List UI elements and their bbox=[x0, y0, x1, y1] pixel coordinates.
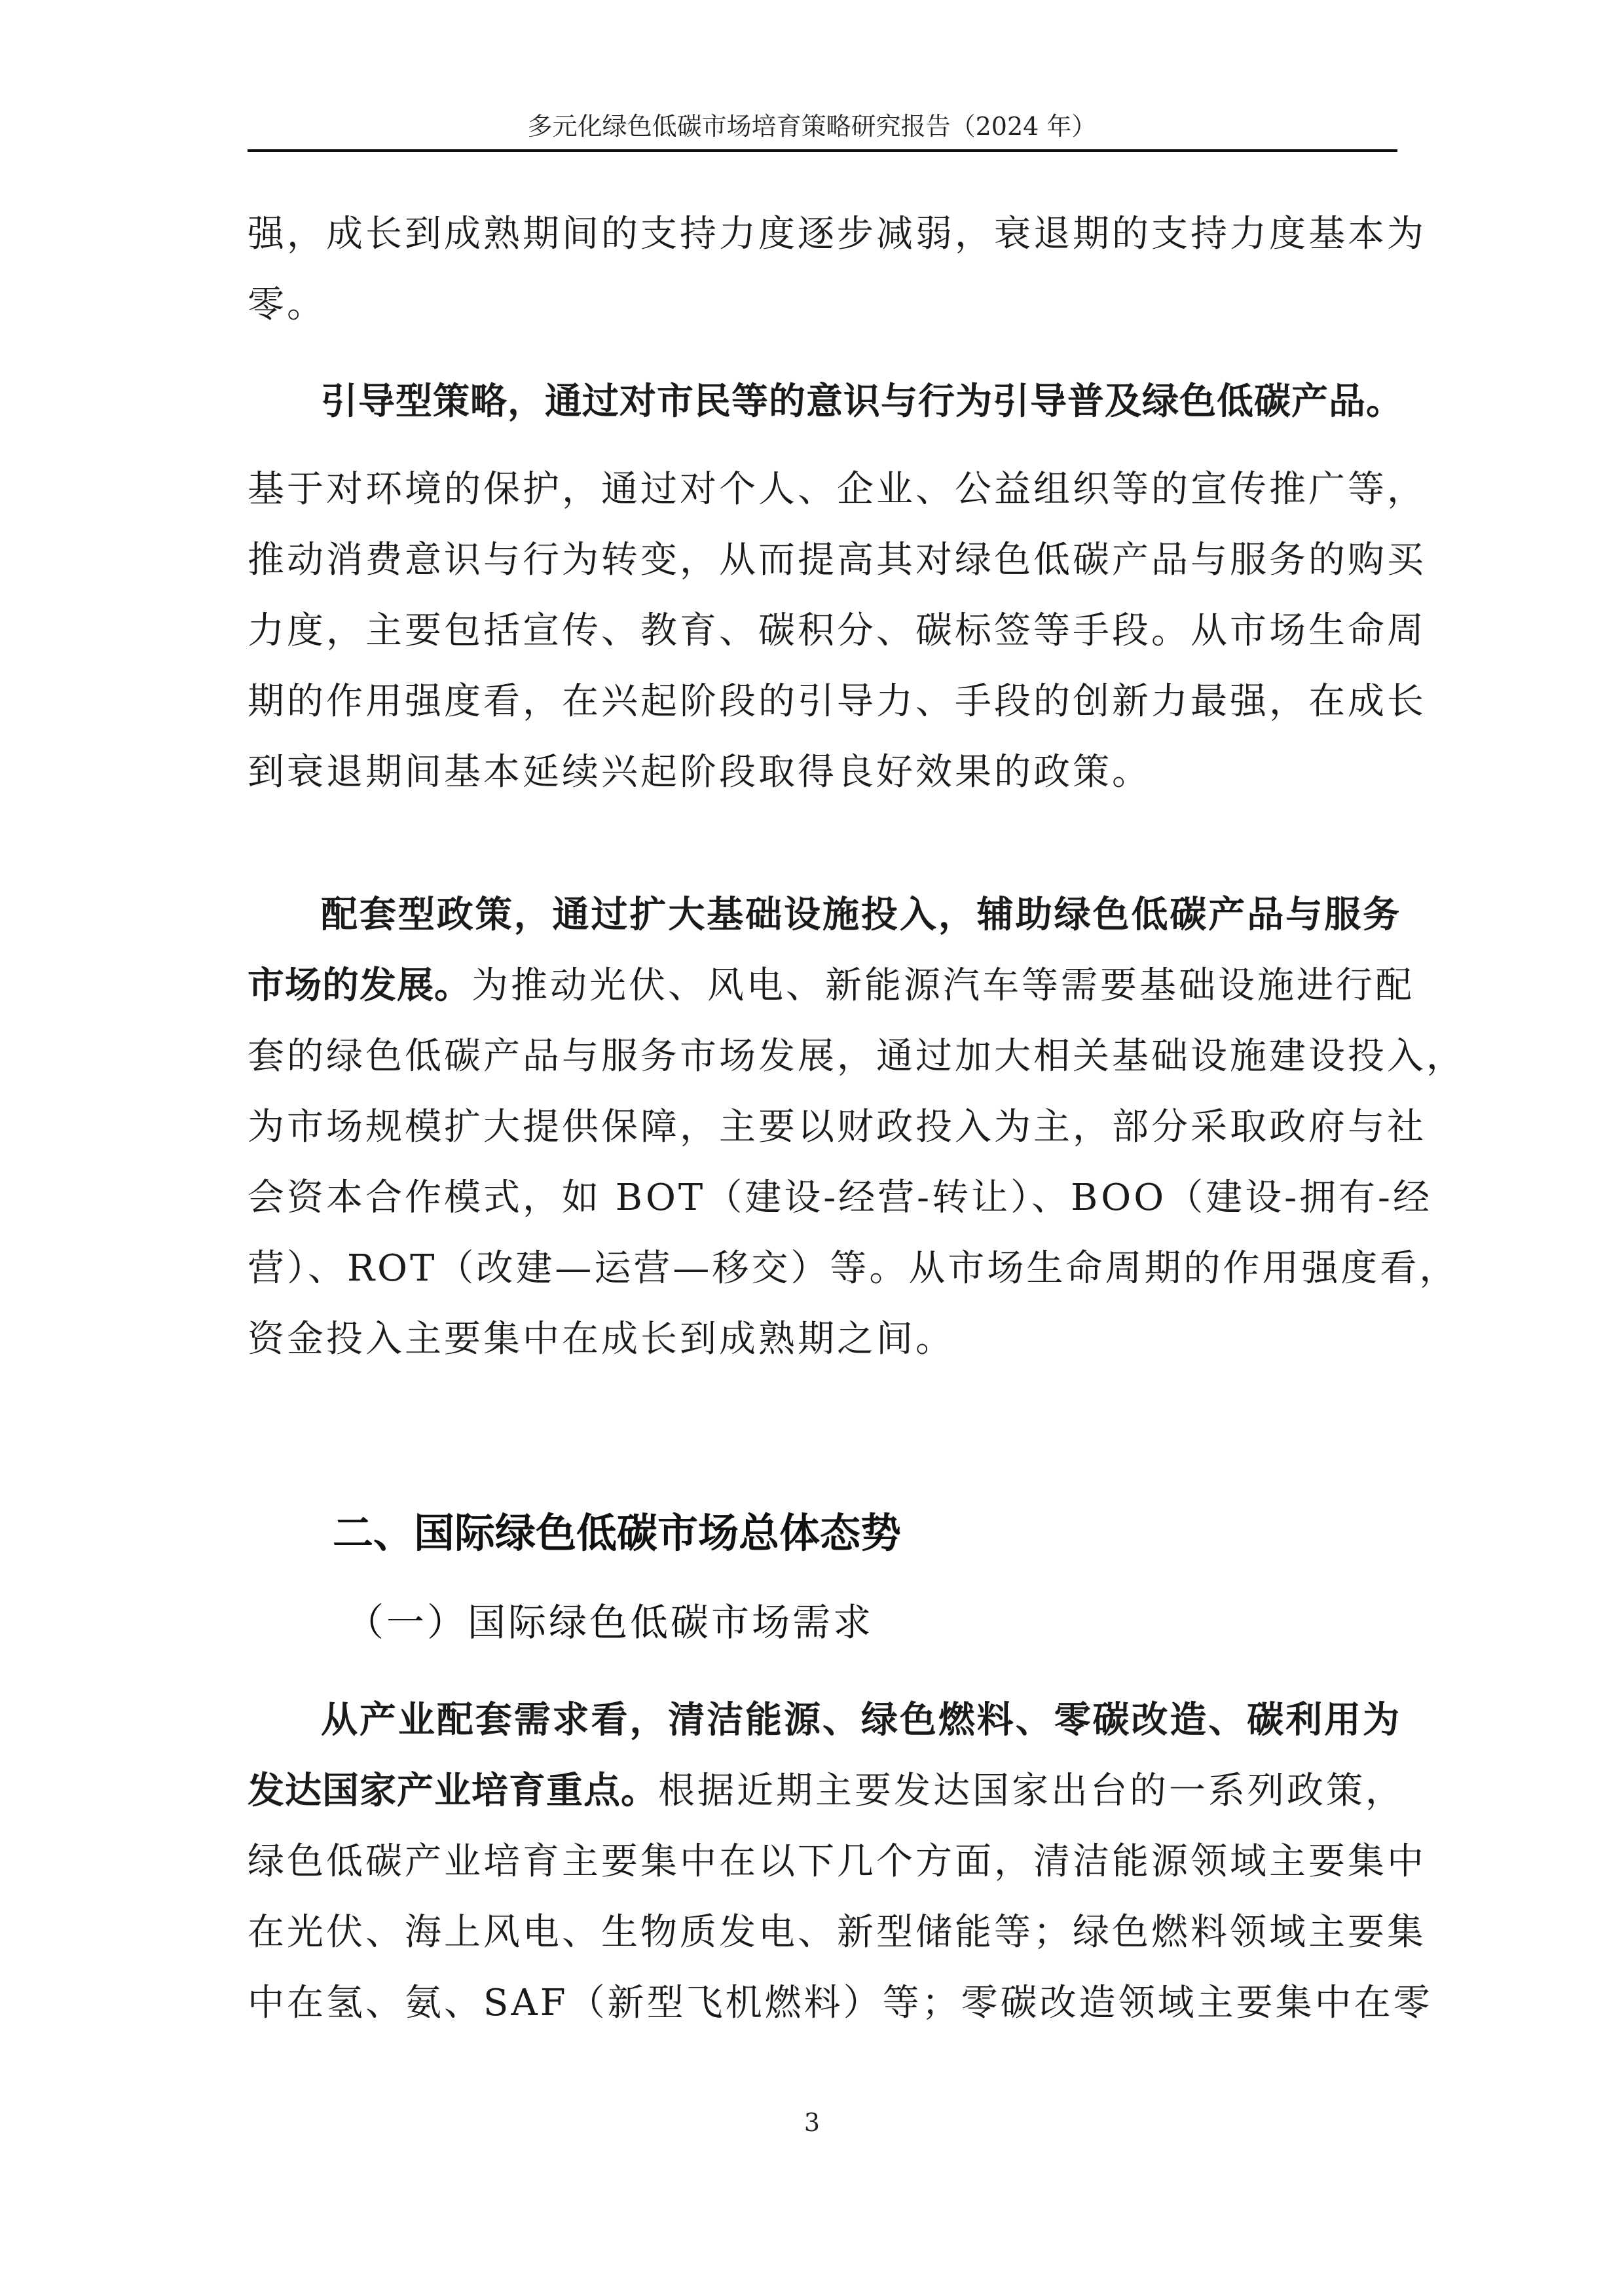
header-divider bbox=[248, 149, 1397, 152]
body-line: 零。 bbox=[248, 283, 326, 326]
subsection-heading: （一）国际绿色低碳市场需求 bbox=[346, 1600, 874, 1645]
body-line-mixed bbox=[248, 1768, 1405, 1815]
body-line: 力度，主要包括宣传、教育、碳积分、碳标签等手段。从市场生命周 bbox=[248, 610, 1426, 652]
body-line: 推动消费意识与行为转变，从而提高其对绿色低碳产品与服务的购买 bbox=[248, 539, 1426, 581]
paragraph-lead-bold: 配套型政策，通过扩大基础设施投入，辅助绿色低碳产品与服务 bbox=[321, 894, 1400, 936]
body-line: 在光伏、海上风电、生物质发电、新型储能等；绿色燃料领域主要集 bbox=[248, 1911, 1426, 1954]
page-number: 3 bbox=[803, 2108, 821, 2137]
body-line: 为市场规模扩大提供保障，主要以财政投入为主，部分采取政府与社 bbox=[248, 1106, 1426, 1148]
body-line: 基于对环境的保护，通过对个人、企业、公益组织等的宣传推广等， bbox=[248, 468, 1426, 511]
paragraph-lead-bold: 从产业配套需求看，清洁能源、绿色燃料、零碳改造、碳利用为 bbox=[321, 1699, 1400, 1741]
body-line: 套的绿色低碳产品与服务市场发展，通过加大相关基础设施建设投入， bbox=[248, 1035, 1466, 1078]
body-line: 绿色低碳产业培育主要集中在以下几个方面，清洁能源领域主要集中 bbox=[248, 1840, 1426, 1883]
body-line-mixed bbox=[248, 962, 1414, 1010]
body-line: 中在氢、氨、SAF（新型飞机燃料）等；零碳改造领域主要集中在零 bbox=[248, 1982, 1433, 2024]
body-text: 为推动光伏、风电、新能源汽车等需要基础设施进行配 bbox=[471, 964, 1414, 1007]
body-line: 强，成长到成熟期间的支持力度逐步减弱，衰退期的支持力度基本为 bbox=[248, 213, 1426, 255]
paragraph-lead-bold: 引导型策略，通过对市民等的意识与行为引导普及绿色低碳产品。 bbox=[321, 380, 1403, 423]
body-line: 资金投入主要集中在成长到成熟期之间。 bbox=[248, 1318, 955, 1360]
paragraph-lead-bold: 发达国家产业培育重点。 bbox=[248, 1770, 658, 1812]
body-line: 会资本合作模式，如 BOT（建设-经营-转让）、BOO（建设-拥有-经 bbox=[248, 1176, 1432, 1219]
body-line: 到衰退期间基本延续兴起阶段取得良好效果的政策。 bbox=[248, 751, 1151, 793]
body-line: 营）、ROT（改建—运营—移交）等。从市场生命周期的作用强度看， bbox=[248, 1247, 1459, 1290]
body-line: 期的作用强度看，在兴起阶段的引导力、手段的创新力最强，在成长 bbox=[248, 680, 1426, 723]
paragraph-lead-bold: 市场的发展。 bbox=[248, 964, 471, 1007]
running-header-title: 多元化绿色低碳市场培育策略研究报告（2024 年） bbox=[527, 112, 1097, 141]
section-heading: 二、国际绿色低碳市场总体态势 bbox=[333, 1509, 902, 1557]
body-text: 根据近期主要发达国家出台的一系列政策， bbox=[658, 1770, 1405, 1812]
